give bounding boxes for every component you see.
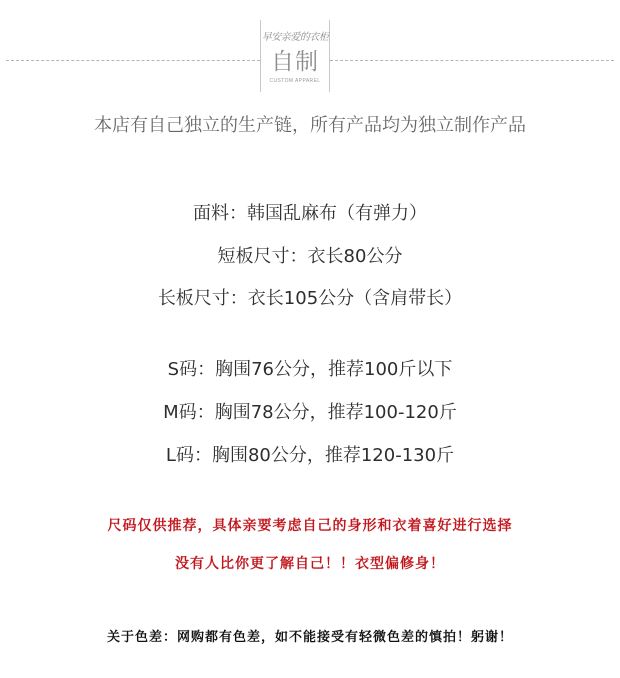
size-s: S码：胸围76公分，推荐100斤以下 bbox=[167, 359, 453, 380]
spec-short-length: 短板尺寸：衣长80公分 bbox=[217, 246, 403, 267]
spec-fabric: 面料：韩国乱麻布（有弹力） bbox=[193, 203, 427, 224]
color-difference-note: 关于色差：网购都有色差，如不能接受有轻微色差的慎拍！躬谢！ bbox=[106, 630, 513, 645]
brand-logo bbox=[260, 20, 330, 92]
intro-text: 本店有自己独立的生产链，所有产品均为独立制作产品 bbox=[94, 115, 526, 136]
header bbox=[0, 0, 620, 100]
logo-script-text: 早安亲爱的衣柜 bbox=[261, 32, 329, 43]
size-l: L码：胸围80公分，推荐120-130斤 bbox=[165, 445, 455, 466]
size-m: M码：胸围78公分，推荐100-120斤 bbox=[163, 402, 457, 423]
spec-long-length: 长板尺寸：衣长105公分（含肩带长） bbox=[157, 288, 463, 309]
logo-main-text: 自制 bbox=[271, 49, 319, 75]
fit-notice: 没有人比你更了解自己！！衣型偏修身！ bbox=[175, 556, 445, 572]
logo-sub-text: CUSTOM APPAREL bbox=[269, 78, 321, 84]
dashed-divider-left bbox=[6, 60, 260, 61]
dashed-divider-right bbox=[330, 60, 614, 61]
size-notice: 尺码仅供推荐，具体亲要考虑自己的身形和衣着喜好进行选择 bbox=[107, 518, 513, 534]
